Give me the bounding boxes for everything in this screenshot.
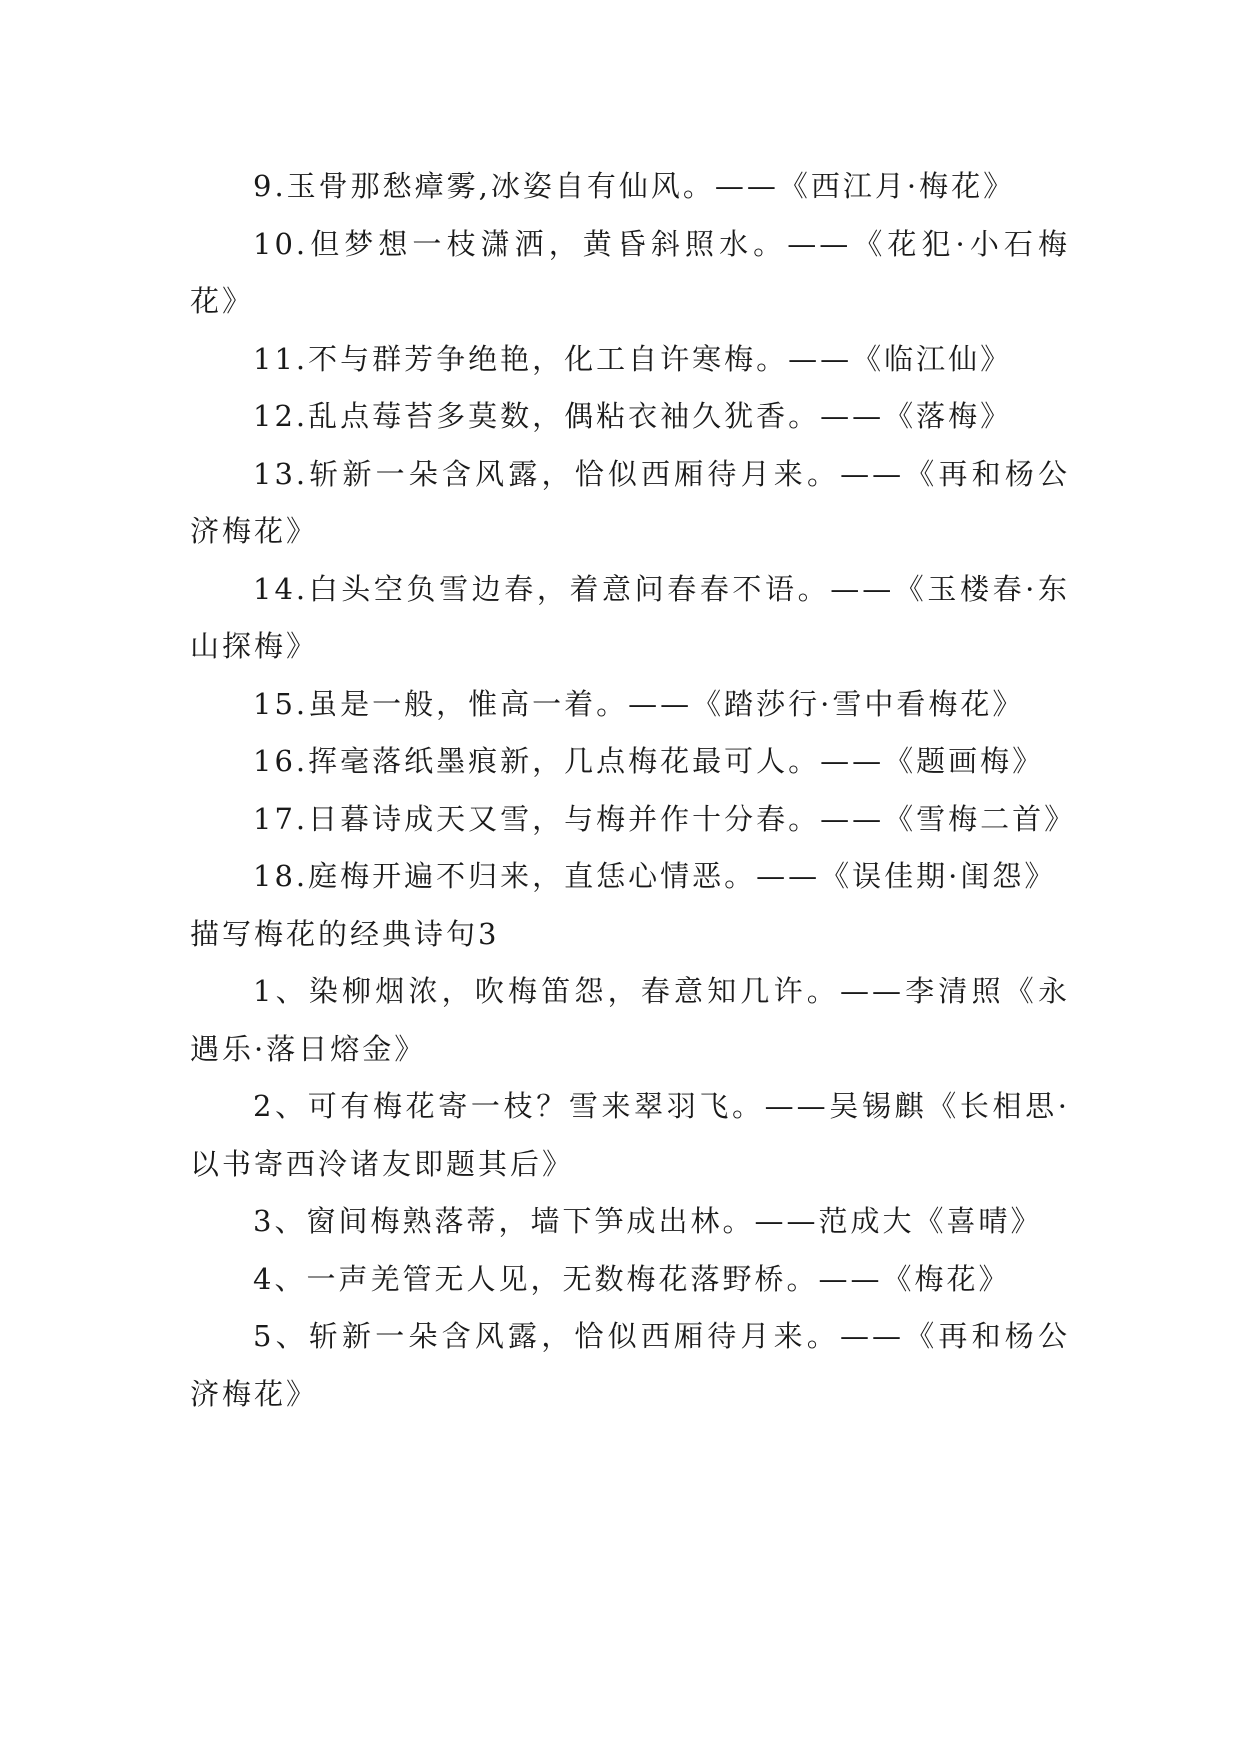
poem-line-10: 10.但梦想一枝潇洒，黄昏斜照水。——《花犯·小石梅花》 [190, 226, 1070, 318]
poem-line-15: 15.虽是一般，惟高一着。——《踏莎行·雪中看梅花》 [253, 686, 1025, 721]
section-line-4: 4、一声羌管无人见，无数梅花落野桥。——《梅花》 [253, 1261, 1011, 1296]
section-line-1: 1、染柳烟浓，吹梅笛怨，春意知几许。——李清照《永遇乐·落日熔金》 [190, 974, 1070, 1066]
section-heading: 描写梅花的经典诗句3 [190, 916, 500, 951]
section-line-3: 3、窗间梅熟落蒂，墙下笋成出林。——范成大《喜晴》 [253, 1204, 1043, 1238]
poem-line-9: 9.玉骨那愁瘴雾,冰姿自有仙风。——《西江月·梅花》 [253, 169, 1016, 203]
section-line-2: 2、可有梅花寄一枝？雪来翠羽飞。——吴锡麒《长相思·以书寄西泠诸友即题其后》 [190, 1089, 1070, 1181]
section-line-5: 5、斩新一朵含风露，恰似西厢待月来。——《再和杨公济梅花》 [190, 1319, 1070, 1411]
poem-line-12: 12.乱点莓苔多莫数，偶粘衣袖久犹香。——《落梅》 [253, 399, 1013, 433]
poem-line-11: 11.不与群芳争绝艳，化工自许寒梅。——《临江仙》 [253, 341, 1013, 376]
poem-line-14: 14.白头空负雪边春，着意问春春不语。——《玉楼春·东山探梅》 [190, 571, 1070, 663]
poem-line-13: 13.斩新一朵含风露，恰似西厢待月来。——《再和杨公济梅花》 [190, 456, 1070, 548]
document-body [190, 158, 1077, 1423]
poem-line-16: 16.挥毫落纸墨痕新，几点梅花最可人。——《题画梅》 [253, 744, 1045, 778]
poem-line-17: 17.日暮诗成天又雪，与梅并作十分春。——《雪梅二首》 [253, 801, 1077, 836]
poem-line-18: 18.庭梅开遍不归来，直恁心情恶。——《误佳期·闺怨》 [253, 859, 1057, 893]
